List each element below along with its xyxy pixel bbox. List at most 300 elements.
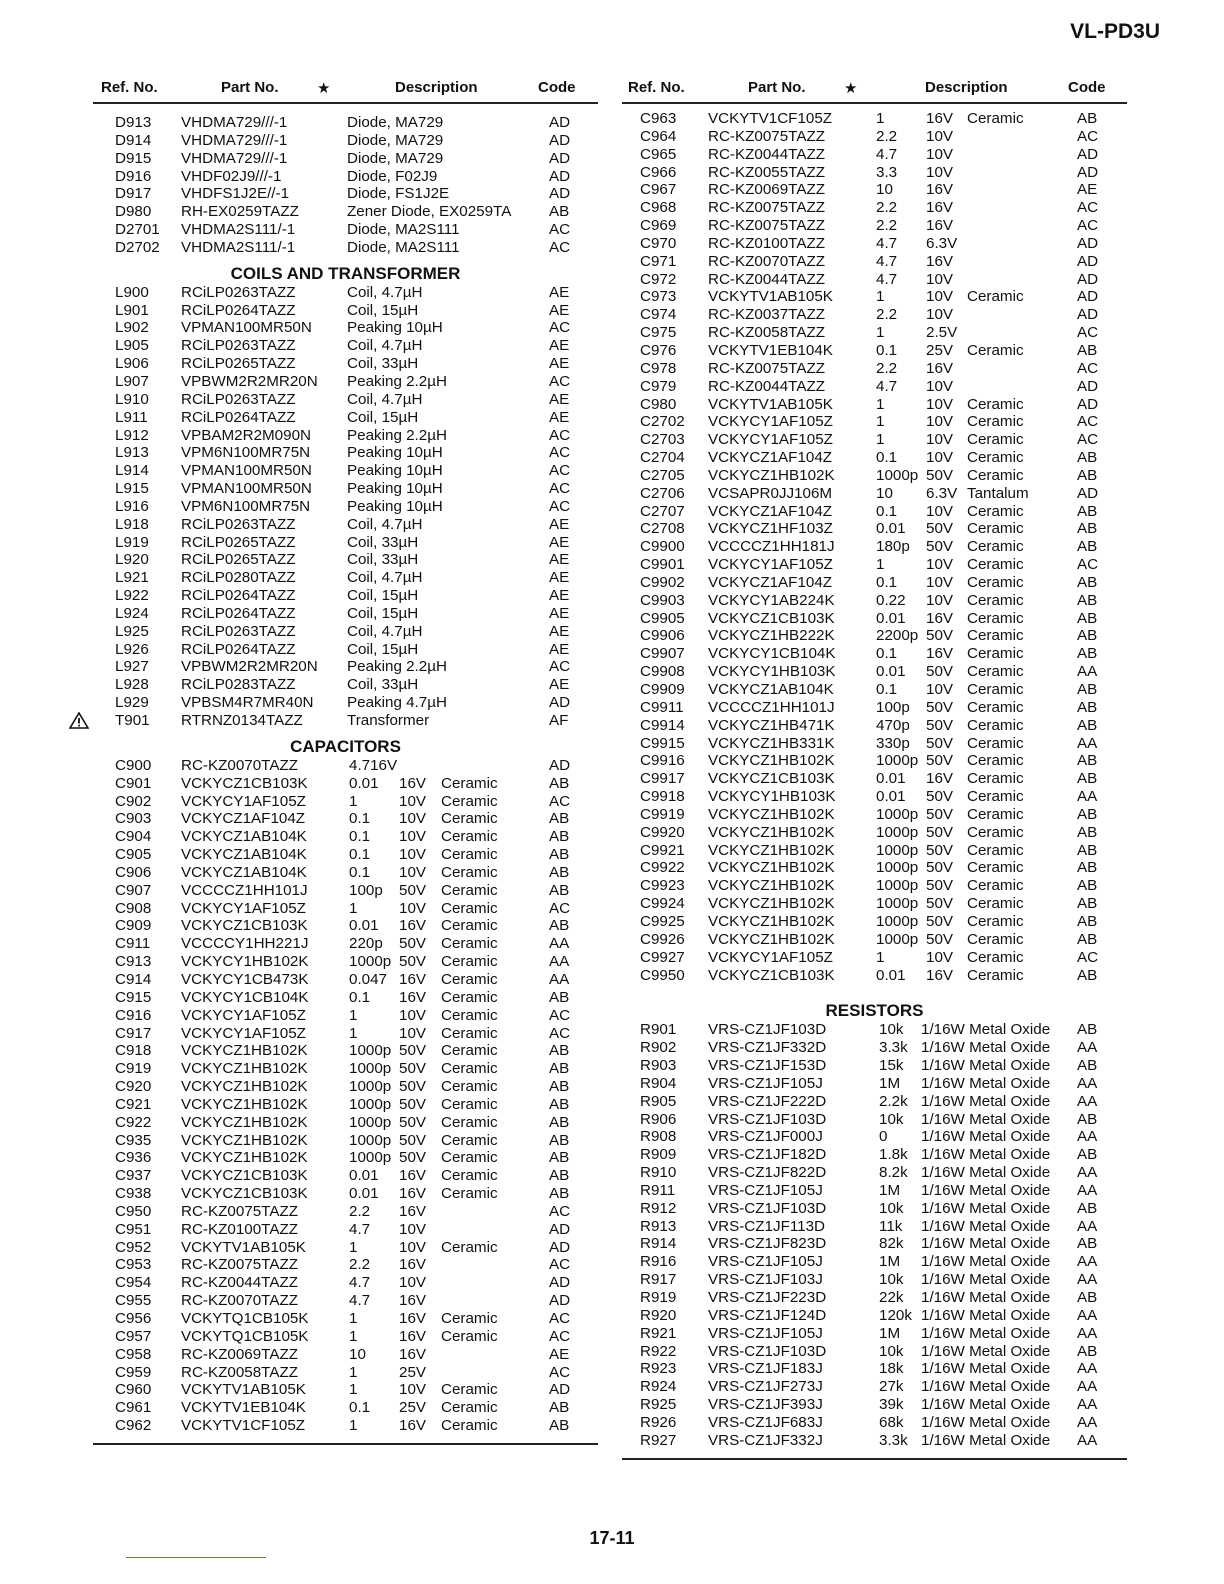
price-code: AB [549, 1131, 570, 1149]
ref-no: C965 [640, 145, 677, 163]
table-row [622, 1164, 1127, 1182]
table-row [93, 1274, 598, 1292]
dielectric: Ceramic [967, 698, 1024, 716]
capacitance: 0.1 [349, 846, 371, 864]
ref-no: C952 [115, 1238, 152, 1256]
voltage: 6.3V [926, 234, 958, 252]
rating-type: 1/16W Metal Oxide [921, 1431, 1051, 1449]
dielectric: Ceramic [441, 1095, 498, 1113]
table-row [622, 931, 1127, 949]
part-no: VCKYCY1AF105Z [181, 792, 306, 810]
ref-no: C9917 [640, 770, 685, 788]
price-code: AB [1077, 449, 1098, 467]
price-code: AC [549, 497, 571, 515]
price-code: AA [1077, 1092, 1098, 1110]
ref-no: C916 [115, 1006, 152, 1024]
table-row [93, 551, 598, 569]
price-code: AE [549, 337, 570, 355]
table-row [93, 1114, 598, 1132]
column-bottom-rule [622, 1458, 1127, 1460]
price-code: AA [1077, 1181, 1098, 1199]
ref-no: C922 [115, 1113, 152, 1131]
table-row [622, 645, 1127, 663]
table-row [93, 1042, 598, 1060]
resistance: 2.2k [879, 1092, 908, 1110]
part-no: RC-KZ0044TAZZ [708, 377, 826, 395]
price-code: AC [1077, 324, 1099, 342]
table-row [622, 877, 1127, 895]
part-no: RCiLP0264TAZZ [181, 301, 296, 319]
table-row [622, 1235, 1127, 1253]
part-no: VRS-CZ1JF105J [708, 1253, 823, 1271]
dielectric: Ceramic [967, 556, 1024, 574]
price-code: AB [1077, 1057, 1098, 1075]
capacitance: 0.01 [349, 917, 379, 935]
table-row [93, 775, 598, 793]
price-code: AA [1077, 734, 1098, 752]
table-row [622, 1271, 1127, 1289]
voltage: 10V [399, 846, 427, 864]
price-code: AE [549, 283, 570, 301]
ref-no: C964 [640, 127, 677, 145]
table-row [93, 480, 598, 498]
part-no: RCiLP0263TAZZ [181, 283, 296, 301]
voltage: 16V [926, 252, 954, 270]
part-no: VRS-CZ1JF105J [708, 1324, 823, 1342]
price-code: AB [549, 881, 570, 899]
table-row [93, 1167, 598, 1185]
capacitance: 2.2 [349, 1256, 371, 1274]
header-star: ★ [317, 80, 331, 97]
section-title-capacitors: CAPACITORS [290, 736, 401, 756]
ref-no: C978 [640, 359, 677, 377]
part-no: VCKYCZ1CB103K [708, 609, 835, 627]
voltage: 10V [926, 431, 954, 449]
part-no: VCKYTQ1CB105K [181, 1310, 309, 1327]
ref-no: C956 [115, 1310, 152, 1327]
price-code: AE [549, 355, 570, 373]
description: Peaking 10µH [347, 319, 443, 337]
ref-no: R920 [640, 1306, 677, 1324]
voltage: 16V [399, 1167, 427, 1185]
table-row [622, 1360, 1127, 1378]
capacitance: 1000p [876, 823, 919, 841]
ref-no: L920 [115, 551, 149, 569]
price-code: AB [1077, 895, 1098, 913]
table-row [93, 355, 598, 373]
price-code: AB [1077, 1110, 1098, 1128]
table-row [93, 828, 598, 846]
price-code: AB [1077, 520, 1098, 538]
ref-no: R912 [640, 1199, 677, 1217]
price-code: AB [549, 863, 570, 881]
ref-no: C907 [115, 881, 152, 899]
table-row [622, 556, 1127, 574]
description: Coil, 15µH [347, 640, 419, 658]
rating-type: 1/16W Metal Oxide [921, 1342, 1051, 1360]
ref-no: C971 [640, 252, 677, 270]
section-title-resistors: RESISTORS [825, 1001, 924, 1021]
price-code: AB [549, 1399, 570, 1417]
table-row [93, 132, 598, 150]
part-no: VHDF02J9///-1 [181, 167, 282, 185]
ref-no: C963 [640, 110, 677, 127]
resistance: 3.3k [879, 1039, 908, 1057]
ref-no: R916 [640, 1253, 677, 1271]
ref-no: R914 [640, 1235, 677, 1253]
ref-no: D913 [115, 114, 152, 131]
voltage: 50V [926, 752, 954, 770]
price-code: AB [549, 1417, 570, 1435]
voltage: 16V [926, 609, 954, 627]
ref-no: C919 [115, 1060, 152, 1078]
part-no: VCKYCZ1AB104K [181, 828, 307, 846]
ref-no: R903 [640, 1057, 677, 1075]
table-row [93, 1310, 598, 1328]
table-row [622, 1289, 1127, 1307]
capacitance: 0.1 [876, 681, 898, 698]
ref-no: C2707 [640, 502, 685, 520]
table-row [622, 128, 1127, 146]
part-no: RC-KZ0058TAZZ [708, 324, 826, 342]
ref-no: C9950 [640, 966, 685, 984]
price-code: AC [1077, 556, 1099, 574]
table-row [622, 378, 1127, 396]
price-code: AA [1077, 1431, 1098, 1449]
part-no: VCKYCZ1HB102K [708, 895, 835, 913]
ref-no: L924 [115, 604, 149, 622]
price-code: AC [549, 238, 571, 256]
ref-no: C902 [115, 792, 152, 810]
table-row [622, 146, 1127, 164]
price-code: AC [1077, 413, 1099, 431]
capacitance: 330p [876, 734, 910, 752]
price-code: AD [1077, 377, 1099, 395]
capacitance: 0.01 [349, 774, 379, 792]
table-row [93, 1364, 598, 1382]
price-code: AE [549, 587, 570, 605]
description: Coil, 15µH [347, 301, 419, 319]
rating-type: 1/16W Metal Oxide [921, 1217, 1051, 1235]
price-code: AD [1077, 270, 1099, 288]
ref-no: L914 [115, 462, 149, 480]
part-no: VCKYCZ1HB102K [181, 1131, 308, 1149]
ref-no: C980 [640, 395, 677, 413]
dielectric: Ceramic [441, 935, 498, 953]
capacitance: 0.01 [876, 966, 906, 984]
ref-no: L915 [115, 480, 149, 498]
part-no: VCKYTV1CF105Z [708, 110, 833, 127]
capacitance: 1000p [349, 1078, 392, 1096]
price-code: AB [549, 917, 570, 935]
rating-type: 1/16W Metal Oxide [921, 1199, 1051, 1217]
rating-type: 1/16W Metal Oxide [921, 1360, 1051, 1378]
capacitance: 0.1 [876, 449, 898, 467]
table-row [622, 967, 1127, 985]
description: Coil, 33µH [347, 533, 419, 551]
price-code: AD [549, 114, 571, 131]
table-row [622, 324, 1127, 342]
part-no: VCKYCZ1HB102K [708, 877, 835, 895]
voltage: 50V [926, 877, 954, 895]
voltage: 16V [926, 359, 954, 377]
table-row [93, 1381, 598, 1399]
price-code: AB [1077, 681, 1098, 698]
ref-no: L913 [115, 444, 149, 462]
resistance: 1M [879, 1324, 901, 1342]
ref-no: L921 [115, 569, 149, 587]
voltage: 50V [399, 1149, 427, 1167]
price-code: AB [549, 1167, 570, 1185]
dielectric: Ceramic [441, 1006, 498, 1024]
capacitance: 2.2 [876, 199, 898, 217]
price-code: AA [1077, 1306, 1098, 1324]
ref-no: C918 [115, 1042, 152, 1060]
dielectric: Ceramic [967, 788, 1024, 806]
rating-type: 1/16W Metal Oxide [921, 1057, 1051, 1075]
ref-no: C966 [640, 163, 677, 181]
price-code: AB [1077, 1146, 1098, 1164]
ref-no: C9915 [640, 734, 685, 752]
part-no: RC-KZ0075TAZZ [708, 127, 826, 145]
voltage: 50V [926, 466, 954, 484]
capacitance: 1000p [349, 1131, 392, 1149]
table-row [93, 1256, 598, 1274]
table-row [93, 712, 598, 730]
resistance: 0 [879, 1128, 888, 1146]
price-code: AB [1077, 110, 1098, 127]
part-no: RC-KZ0100TAZZ [181, 1220, 299, 1238]
part-no: VCKYCZ1HB331K [708, 734, 835, 752]
voltage: 16V [399, 1327, 427, 1345]
capacitance: 0.1 [349, 863, 371, 881]
part-no: VPMAN100MR50N [181, 319, 312, 337]
rating-type: 1/16W Metal Oxide [921, 1271, 1051, 1289]
rating-type: 1/16W Metal Oxide [921, 1146, 1051, 1164]
dielectric: Ceramic [967, 841, 1024, 859]
table-row [622, 396, 1127, 414]
voltage: 10V [926, 127, 954, 145]
description: Diode, F02J9 [347, 167, 438, 185]
price-code: AE [549, 533, 570, 551]
price-code: AB [1077, 1199, 1098, 1217]
description: Diode, MA729 [347, 114, 444, 131]
part-no: VRS-CZ1JF103J [708, 1271, 823, 1289]
ref-no: C903 [115, 810, 152, 828]
table-row [622, 199, 1127, 217]
capacitance: 2.2 [876, 217, 898, 235]
price-code: AB [549, 1149, 570, 1167]
ref-no: C2704 [640, 449, 685, 467]
rating-type: 1/16W Metal Oxide [921, 1378, 1051, 1396]
part-no: VCKYCY1CB473K [181, 970, 309, 988]
ref-no: C9902 [640, 573, 685, 591]
part-no: VCKYTV1EB104K [708, 341, 833, 359]
table-row [93, 953, 598, 971]
ref-no: R902 [640, 1039, 677, 1057]
part-no: VCKYCZ1HB102K [181, 1113, 308, 1131]
ref-no: C2705 [640, 466, 685, 484]
ref-no: C960 [115, 1381, 152, 1399]
description: Diode, MA729 [347, 149, 444, 167]
capacitance: 1 [876, 431, 885, 449]
ref-no: R926 [640, 1413, 677, 1431]
part-no: VCKYCZ1CB103K [708, 966, 835, 984]
ref-no: C9923 [640, 877, 685, 895]
capacitance: 1000p [876, 912, 919, 930]
voltage: 10V [399, 792, 427, 810]
price-code: AC [549, 462, 571, 480]
price-code: AE [549, 676, 570, 694]
price-code: AC [549, 1327, 571, 1345]
voltage: 10V [926, 413, 954, 431]
part-no: RC-KZ0070TAZZ [181, 756, 299, 774]
dielectric: Ceramic [967, 520, 1024, 538]
table-row [93, 239, 598, 257]
page-number: 17-11 [589, 1528, 635, 1548]
voltage: 50V [399, 1042, 427, 1060]
part-no: RC-KZ0070TAZZ [181, 1292, 299, 1310]
dielectric: Ceramic [967, 502, 1024, 520]
voltage: 16V [399, 970, 427, 988]
price-code: AD [549, 756, 571, 774]
rating-type: 1/16W Metal Oxide [921, 1324, 1051, 1342]
ref-no: L927 [115, 658, 149, 676]
dielectric: Ceramic [967, 770, 1024, 788]
ref-no: C9908 [640, 663, 685, 681]
part-no: VPBSM4R7MR40N [181, 694, 314, 712]
part-no: VHDMA729///-1 [181, 114, 288, 131]
description: Coil, 33µH [347, 676, 419, 694]
part-no: VCCCCZ1HH101J [708, 698, 835, 716]
table-row [93, 989, 598, 1007]
part-no: RC-KZ0070TAZZ [708, 252, 826, 270]
capacitance: 1 [876, 110, 885, 127]
ref-no: R927 [640, 1431, 677, 1449]
part-no: VCKYTV1CF105Z [181, 1417, 306, 1435]
capacitance: 1 [349, 899, 358, 917]
description: Coil, 15µH [347, 604, 419, 622]
left-column [93, 76, 598, 1445]
price-code: AC [549, 1256, 571, 1274]
table-row [622, 574, 1127, 592]
description: Coil, 4.7µH [347, 283, 423, 301]
dielectric: Ceramic [967, 752, 1024, 770]
capacitance: 100p [876, 698, 910, 716]
voltage: 50V [926, 912, 954, 930]
rating-type: 1/16W Metal Oxide [921, 1039, 1051, 1057]
price-code: AD [1077, 288, 1099, 306]
voltage: 10V [399, 1274, 427, 1292]
dielectric: Ceramic [967, 413, 1024, 431]
table-row [93, 1149, 598, 1167]
capacitance: 0.01 [876, 788, 906, 806]
ref-no: C976 [640, 341, 677, 359]
price-code: AC [549, 658, 571, 676]
resistor-list [622, 1021, 1127, 1449]
part-no: VCKYCZ1HB102K [708, 805, 835, 823]
table-row [622, 1378, 1127, 1396]
ref-no: C9924 [640, 895, 685, 913]
voltage: 10V [926, 556, 954, 574]
coil-list [93, 284, 598, 730]
ref-no: R925 [640, 1396, 677, 1414]
part-no: VCSAPR0JJ106M [708, 484, 833, 502]
part-no: VCKYCY1CB104K [181, 988, 309, 1006]
table-row [93, 462, 598, 480]
table-row [93, 150, 598, 168]
ref-no: C968 [640, 199, 677, 217]
part-no: VPM6N100MR75N [181, 444, 311, 462]
resistance: 1M [879, 1074, 901, 1092]
part-no: RC-KZ0075TAZZ [181, 1202, 299, 1220]
header-description: Description [395, 79, 478, 96]
capacitance: 4.7 [876, 234, 898, 252]
capacitance: 1000p [349, 1060, 392, 1078]
price-code: AB [1077, 752, 1098, 770]
price-code: AB [1077, 609, 1098, 627]
part-no: RCiLP0283TAZZ [181, 676, 296, 694]
part-no: VCKYCZ1HB102K [708, 912, 835, 930]
table-row [93, 284, 598, 302]
table-row [93, 427, 598, 445]
ref-no: C962 [115, 1417, 152, 1435]
voltage: 16V [926, 181, 954, 199]
table-row [93, 569, 598, 587]
price-code: AB [1077, 966, 1098, 984]
table-row [93, 605, 598, 623]
part-no: VCKYCY1AF105Z [181, 899, 306, 917]
price-code: AD [1077, 234, 1099, 252]
table-row [93, 1060, 598, 1078]
voltage: 16V [399, 1310, 427, 1327]
voltage: 50V [926, 895, 954, 913]
table-row [622, 1307, 1127, 1325]
price-code: AC [549, 1006, 571, 1024]
table-row [93, 917, 598, 935]
table-row [622, 824, 1127, 842]
voltage: 50V [926, 520, 954, 538]
price-code: AD [1077, 484, 1099, 502]
table-row [93, 641, 598, 659]
voltage: 16V [399, 774, 427, 792]
ref-no: L910 [115, 390, 149, 408]
price-code: AE [549, 390, 570, 408]
price-code: AB [549, 1078, 570, 1096]
rating-type: 1/16W Metal Oxide [921, 1235, 1051, 1253]
ref-no: C969 [640, 217, 677, 235]
table-row [93, 1292, 598, 1310]
ref-no: C958 [115, 1345, 152, 1363]
capacitance: 1 [349, 1381, 358, 1399]
ref-no: L912 [115, 426, 149, 444]
safety-warning-icon [69, 712, 89, 734]
capacitance: 220p [349, 935, 383, 953]
table-row [622, 538, 1127, 556]
price-code: AE [549, 1345, 570, 1363]
part-no: VCKYCY1AF105Z [708, 431, 833, 449]
part-no: VCKYCY1HB103K [708, 788, 836, 806]
capacitance: 4.7 [349, 1274, 371, 1292]
ref-no: C921 [115, 1095, 152, 1113]
price-code: AC [1077, 217, 1099, 235]
ref-no: L929 [115, 694, 149, 712]
voltage: 16V [399, 1202, 427, 1220]
dielectric: Ceramic [441, 828, 498, 846]
voltage: 16V [399, 917, 427, 935]
dielectric: Ceramic [441, 1167, 498, 1185]
price-code: AC [549, 480, 571, 498]
